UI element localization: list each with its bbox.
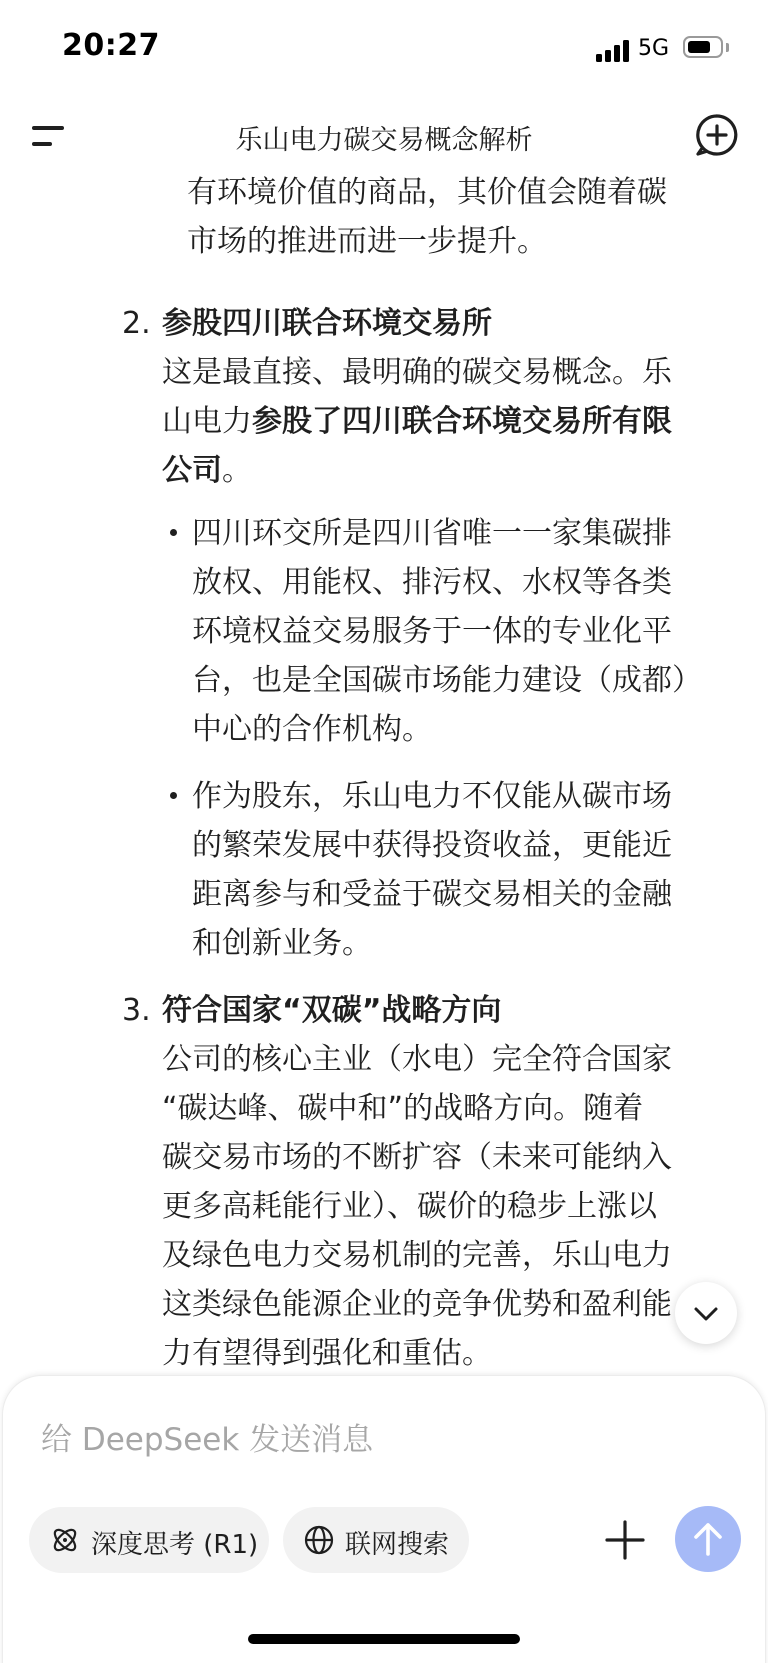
text-normal: 。: [222, 453, 252, 488]
status-time: 20:27: [62, 28, 160, 63]
menu-icon[interactable]: [28, 118, 72, 154]
message-line: “碳达峰、碳中和”的战略方向。随着: [162, 1091, 644, 1126]
message-line: [162, 397, 672, 446]
message-line: 市场的推进而进一步提升。: [187, 224, 547, 259]
new-chat-icon[interactable]: [694, 112, 740, 158]
message-line: 更多高耗能行业）、碳价的稳步上涨以: [162, 1189, 657, 1224]
signal-icon: [596, 38, 630, 62]
chevron-down-icon: [675, 1282, 737, 1344]
message-line: 公司的核心主业（水电）完全符合国家: [162, 1042, 672, 1077]
assistant-message: [0, 172, 768, 1372]
section-heading: 参股四川联合环境交易所: [162, 306, 492, 341]
bullet-line: 放权、用能权、排污权、水权等各类: [192, 565, 672, 600]
deep-think-toggle[interactable]: [29, 1507, 269, 1573]
scroll-to-bottom-button[interactable]: [675, 1282, 737, 1344]
send-arrow-icon: [675, 1506, 741, 1572]
text-normal: 山电力: [162, 404, 252, 439]
globe-icon: [303, 1524, 335, 1556]
home-indicator[interactable]: [248, 1634, 520, 1644]
bullet-line: 的繁荣发展中获得投资收益，更能近: [192, 828, 672, 863]
section-heading: 符合国家“双碳”战略方向: [162, 993, 502, 1028]
chat-title[interactable]: 乐山电力碳交易概念解析: [235, 125, 533, 156]
bullet-line: 距离参与和受益于碳交易相关的金融: [192, 877, 672, 912]
message-line: [162, 446, 252, 495]
plus-icon[interactable]: [603, 1518, 647, 1562]
status-bar: [0, 0, 768, 96]
bullet-dot: [170, 792, 177, 799]
list-number: 2.: [122, 306, 151, 341]
bullet-line: 台，也是全国碳市场能力建设（成都）: [192, 663, 702, 698]
web-search-toggle[interactable]: [283, 1507, 469, 1573]
message-line: 及绿色电力交易机制的完善，乐山电力: [162, 1238, 672, 1273]
bullet-dot: [170, 529, 177, 536]
bullet-line: 作为股东，乐山电力不仅能从碳市场: [192, 779, 672, 814]
text-bold: 参股了四川联合环境交易所有限: [252, 404, 672, 439]
deep-think-label: 深度思考 (R1): [91, 1530, 259, 1560]
send-button[interactable]: [675, 1506, 741, 1572]
bullet-line: 环境权益交易服务于一体的专业化平: [192, 614, 672, 649]
message-line: 这是最直接、最明确的碳交易概念。乐: [162, 355, 672, 390]
bullet-line: 四川环交所是四川省唯一一家集碳排: [192, 516, 672, 551]
message-composer: [2, 1375, 766, 1663]
message-input[interactable]: 给 DeepSeek 发送消息: [41, 1422, 374, 1458]
battery-icon: [683, 36, 723, 58]
chat-header: [0, 100, 768, 172]
message-line: 有环境价值的商品，其价值会随着碳: [187, 175, 667, 210]
network-type: 5G: [638, 36, 670, 61]
web-search-label: 联网搜索: [345, 1530, 450, 1560]
atom-icon: [49, 1524, 81, 1556]
bullet-line: 中心的合作机构。: [192, 712, 432, 747]
battery-cap: [726, 43, 729, 52]
message-line: 力有望得到强化和重估。: [162, 1336, 492, 1371]
message-line: 碳交易市场的不断扩容（未来可能纳入: [162, 1140, 672, 1175]
list-number: 3.: [122, 993, 151, 1028]
bullet-line: 和创新业务。: [192, 926, 372, 961]
text-bold: 公司: [162, 453, 222, 488]
message-line: 这类绿色能源企业的竞争优势和盈利能: [162, 1287, 672, 1322]
